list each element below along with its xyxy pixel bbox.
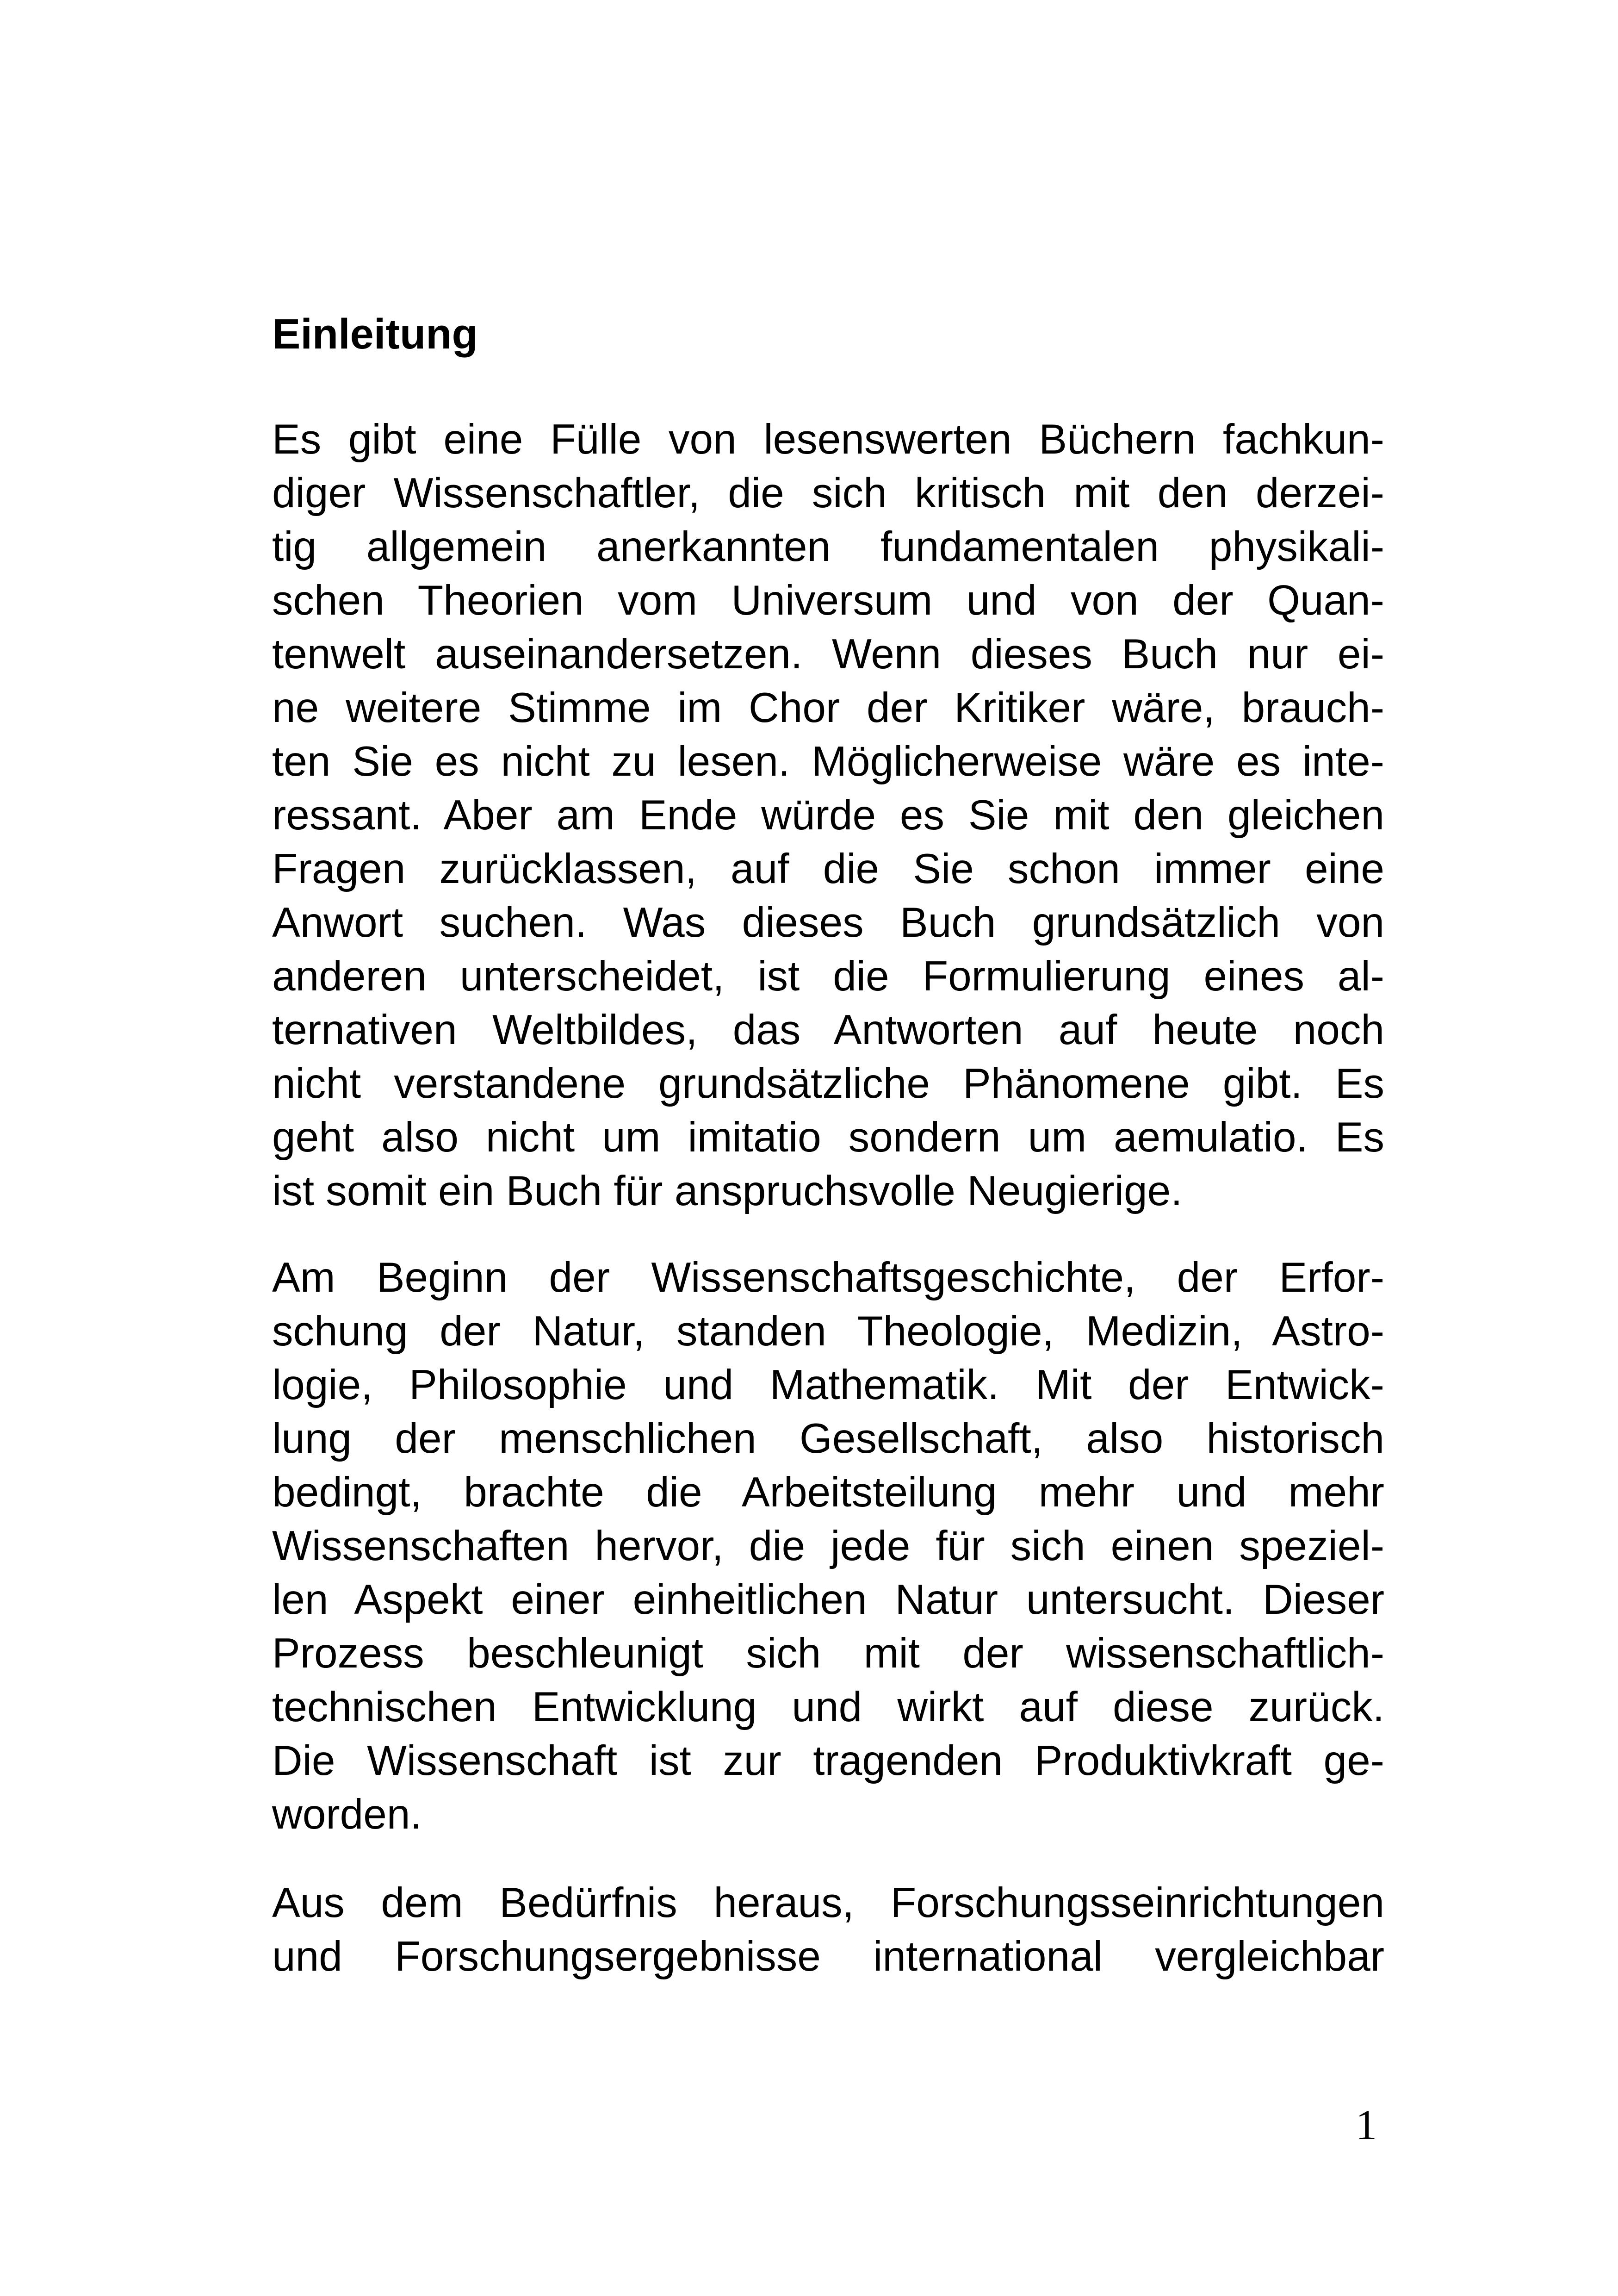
text-line: tenwelt auseinandersetzen. Wenn dieses Buch nur ei- [272, 631, 1384, 678]
text-line: tig allgemein anerkannten fundamentalen physikali- [272, 523, 1384, 570]
text-line: anderen unterscheidet, ist die Formulierung eines al- [272, 953, 1384, 1000]
text-line: ternativen Weltbildes, das Antworten auf heute noch [272, 1007, 1384, 1053]
text-line: technischen Entwicklung und wirkt auf diese zurück. [272, 1684, 1384, 1730]
text-line: ne weitere Stimme im Chor der Kritiker wäre, brauch- [272, 684, 1384, 731]
text-line: geht also nicht um imitatio sondern um aemulatio. Es [272, 1114, 1384, 1161]
text-line: Es gibt eine Fülle von lesenswerten Büchern fachkun- [272, 416, 1384, 463]
text-line: schung der Natur, standen Theologie, Medizin, Astro- [272, 1308, 1384, 1355]
text-line: Die Wissenschaft ist zur tragenden Produktivkraft ge- [272, 1737, 1384, 1784]
text-line: worden. [272, 1791, 422, 1838]
text-line: Wissenschaften hervor, die jede für sich einen speziel- [272, 1523, 1384, 1569]
paragraph-2 [272, 1251, 1384, 1842]
text-line: ressant. Aber am Ende würde es Sie mit den gleichen [272, 792, 1384, 839]
text-line: und Forschungsergebnisse international vergleichbar [272, 1933, 1384, 1980]
text-line: diger Wissenschaftler, die sich kritisch mit den derzei- [272, 470, 1384, 516]
chapter-heading: Einleitung [272, 311, 478, 358]
text-line: ist somit ein Buch für anspruchsvolle Neugierige. [272, 1168, 1183, 1214]
text-line: len Aspekt einer einheitlichen Natur untersucht. Dieser [272, 1576, 1384, 1623]
text-line: Anwort suchen. Was dieses Buch grundsätzlich von [272, 899, 1384, 946]
text-line: bedingt, brachte die Arbeitsteilung mehr und mehr [272, 1469, 1384, 1516]
page-number: 1 [1356, 2101, 1377, 2148]
text-line: Aus dem Bedürfnis heraus, Forschungsseinrichtungen [272, 1879, 1384, 1926]
text-line: Am Beginn der Wissenschaftsgeschichte, der Erfor- [272, 1254, 1384, 1301]
text-line: logie, Philosophie und Mathematik. Mit der Entwick- [272, 1362, 1384, 1408]
text-line: Prozess beschleunigt sich mit der wissenschaftlich- [272, 1630, 1384, 1677]
paragraph-1 [272, 413, 1384, 1218]
paragraph-3 [272, 1876, 1384, 1984]
text-line: nicht verstandene grundsätzliche Phänomene gibt. Es [272, 1060, 1384, 1107]
text-line: Fragen zurücklassen, auf die Sie schon immer eine [272, 846, 1384, 892]
text-line: lung der menschlichen Gesellschaft, also historisch [272, 1415, 1384, 1462]
text-line: ten Sie es nicht zu lesen. Möglicherweise wäre es inte- [272, 738, 1384, 785]
text-line: schen Theorien vom Universum und von der Quan- [272, 577, 1384, 624]
